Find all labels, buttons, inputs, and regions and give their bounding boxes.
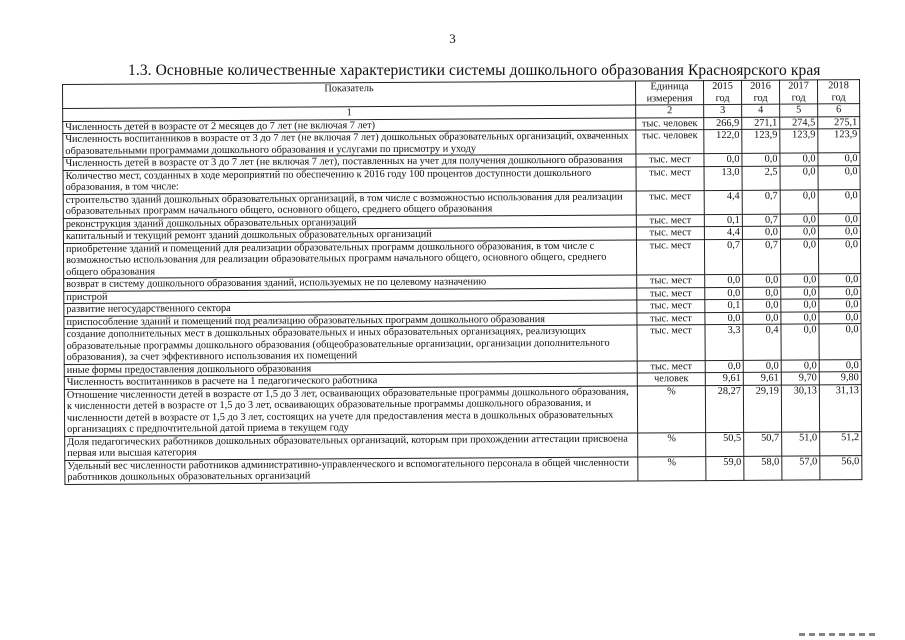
value-2016-cell: 0,0	[742, 153, 780, 166]
value-2017-cell: 0,0	[781, 324, 819, 360]
value-2018-cell: 0,0	[818, 153, 860, 166]
indicator-cell: капитальный и текущий ремонт зданий дошкольных образовательных организаций	[63, 227, 636, 243]
unit-cell: тыс. мест	[636, 154, 704, 167]
section-title: 1.3. Основные количественные характеристики системы дошкольного образования Красноярского края	[128, 62, 821, 79]
value-2017-cell: 0,0	[781, 311, 819, 324]
header-indicator: Показатель	[63, 81, 636, 108]
unit-cell: %	[637, 385, 705, 432]
value-2017-cell: 0,0	[781, 299, 819, 312]
value-2015-cell: 122,0	[704, 129, 742, 153]
value-2017-cell: 0,0	[780, 238, 818, 274]
value-2015-cell: 4,4	[704, 190, 742, 214]
value-2015-cell: 0,0	[705, 274, 743, 287]
value-2016-cell: 2,5	[742, 166, 780, 190]
value-2018-cell: 0,0	[819, 274, 861, 287]
table-row	[64, 324, 861, 364]
value-2016-cell: 271,1	[742, 117, 780, 130]
page-number: 3	[449, 31, 456, 46]
column-number: 6	[818, 104, 860, 117]
unit-cell: %	[638, 456, 706, 480]
indicator-cell: Численность детей в возрасте от 3 до 7 лет (не включая 7 лет), поставленных на учет для получения дошкольного образования	[63, 154, 636, 170]
value-2018-cell: 0,0	[818, 165, 860, 189]
value-2016-cell: 0,0	[743, 360, 781, 373]
value-2018-cell: 9,80	[819, 372, 861, 385]
indicator-cell: возврат в систему дошкольного образования зданий, используемых не по целевому назначению	[64, 275, 637, 291]
value-2016-cell: 50,7	[744, 432, 782, 456]
value-2018-cell: 0,0	[819, 299, 861, 312]
value-2015-cell: 0,0	[704, 153, 742, 166]
indicator-cell: строительство зданий дошкольных образовательных организаций, в том числе с возможностью использования для реализации образовательных программ начального общего, основного общего, среднего общего образования	[63, 190, 636, 217]
value-2015-cell: 59,0	[706, 456, 744, 480]
value-2018-cell: 31,13	[819, 384, 861, 431]
value-2018-cell: 275,1	[818, 116, 860, 129]
value-2016-cell: 58,0	[744, 456, 782, 480]
indicator-cell: Доля педагогических работников дошкольных образовательных организаций, которым при прохождении аттестации присвоена первая или высшая категория	[65, 432, 638, 459]
table-row	[65, 455, 862, 484]
indicator-cell: Численность воспитанников в возрасте от 3 до 7 лет (не включая 7 лет) дошкольных образовательных организаций, охваченных образовательными программами дошкольного образования и услугами по присмотру и уходу	[63, 130, 636, 157]
value-2016-cell: 0,7	[742, 239, 780, 275]
table-row	[64, 384, 861, 436]
value-2015-cell: 50,5	[706, 432, 744, 456]
value-2016-cell: 9,61	[743, 372, 781, 385]
value-2018-cell: 123,9	[818, 129, 860, 153]
column-number: 1	[63, 105, 636, 121]
value-2018-cell: 0,0	[819, 359, 861, 372]
indicator-cell: Численность воспитанников в расчете на 1 педагогического работника	[64, 373, 637, 389]
column-number: 5	[780, 104, 818, 117]
column-number: 2	[636, 105, 704, 118]
value-2016-cell: 0,0	[743, 299, 781, 312]
indicator-cell: приобретение зданий и помещений для реализации образовательных программ дошкольного образования, в том числе с возможностью использования для реализации образовательных программ начального общего, основного общего, среднего общего образования	[63, 239, 636, 278]
value-2017-cell: 0,0	[781, 274, 819, 287]
value-2016-cell: 0,7	[742, 214, 780, 227]
indicator-cell: приспособление зданий и помещений под реализацию образовательных программ дошкольного образования	[64, 312, 637, 328]
value-2018-cell: 0,0	[818, 213, 860, 226]
value-2018-cell: 0,0	[818, 226, 860, 239]
value-2017-cell: 0,0	[781, 359, 819, 372]
indicator-cell: создание дополнительных мест в дошкольных образовательных и иных образовательных организациях, реализующих образовательные программы дошкольного образования (общеобразовательные организации, организации дополнительного образования), за счет эффективного использования их помещений	[64, 325, 637, 364]
value-2016-cell: 0,0	[742, 226, 780, 239]
header-year-2016: 2016 год	[741, 80, 779, 104]
unit-cell: тыс. мест	[637, 300, 705, 313]
unit-cell: тыс. мест	[637, 325, 705, 361]
value-2017-cell: 0,0	[780, 226, 818, 239]
value-2015-cell: 28,27	[705, 385, 743, 432]
indicator-cell: Отношение численности детей в возрасте от 1,5 до 3 лет, осваивающих образовательные программы дошкольного образования, к численности детей в возрасте от 1,5 до 3 лет, осваивающих образовательные программы дошкольного образования, и численности детей в возрасте от 1,5 до 3 лет, состоящих на учете для предоставления места в дошкольных образовательных организациях с предпочтительной датой приема в текущем году	[64, 385, 637, 435]
value-2017-cell: 30,13	[781, 384, 819, 431]
value-2016-cell: 0,7	[742, 190, 780, 214]
unit-cell: тыс. мест	[637, 287, 705, 300]
value-2016-cell: 0,4	[743, 324, 781, 360]
value-2018-cell: 0,0	[819, 324, 861, 360]
header-year-2017: 2017 год	[779, 80, 817, 104]
indicator-cell: Количество мест, созданных в ходе мероприятий по обеспечению к 2016 году 100 процентов доступности дошкольного образования, в том числе:	[63, 166, 636, 193]
value-2017-cell: 0,0	[780, 153, 818, 166]
value-2016-cell: 0,0	[743, 287, 781, 300]
unit-cell: тыс. мест	[636, 214, 704, 227]
value-2018-cell: 51,2	[820, 431, 862, 455]
scan-artifact	[799, 633, 879, 636]
value-2015-cell: 0,1	[704, 214, 742, 227]
value-2017-cell: 274,5	[780, 116, 818, 129]
value-2015-cell: 9,61	[705, 372, 743, 385]
value-2018-cell: 56,0	[820, 455, 862, 479]
unit-cell: человек	[637, 373, 705, 386]
value-2017-cell: 0,0	[780, 189, 818, 213]
indicator-cell: развитие негосударственного сектора	[64, 300, 637, 316]
value-2015-cell: 3,3	[705, 324, 743, 360]
column-number: 4	[742, 104, 780, 117]
unit-cell: тыс. человек	[636, 117, 704, 130]
indicator-cell: пристрой	[64, 287, 637, 303]
value-2016-cell: 0,0	[743, 274, 781, 287]
table-row	[63, 238, 860, 278]
value-2017-cell: 0,0	[780, 165, 818, 189]
header-unit: Единица измерения	[635, 81, 703, 105]
value-2015-cell: 0,0	[705, 360, 743, 373]
indicator-cell: Удельный вес численности работников административно-управленческого и вспомогательного персонала в общей численности работников дошкольных образовательных организаций	[65, 456, 638, 483]
value-2017-cell: 0,0	[781, 286, 819, 299]
unit-cell: тыс. мест	[636, 227, 704, 240]
value-2017-cell: 0,0	[780, 213, 818, 226]
value-2015-cell: 0,0	[705, 287, 743, 300]
indicator-cell: Численность детей в возрасте от 2 месяцев до 7 лет (не включая 7 лет)	[63, 117, 636, 133]
column-number: 3	[704, 104, 742, 117]
unit-cell: тыс. мест	[636, 190, 704, 214]
value-2017-cell: 9,70	[781, 372, 819, 385]
value-2018-cell: 0,0	[819, 311, 861, 324]
characteristics-table	[62, 79, 862, 484]
unit-cell: тыс. мест	[637, 360, 705, 373]
value-2018-cell: 0,0	[819, 286, 861, 299]
value-2016-cell: 0,0	[743, 312, 781, 325]
value-2017-cell: 57,0	[782, 455, 820, 479]
unit-cell: тыс. мест	[636, 166, 704, 190]
header-year-2015: 2015 год	[703, 80, 741, 104]
unit-cell: тыс. мест	[637, 312, 705, 325]
value-2016-cell: 29,19	[743, 385, 781, 432]
unit-cell: тыс. мест	[636, 239, 704, 275]
value-2015-cell: 4,4	[704, 226, 742, 239]
value-2017-cell: 123,9	[780, 129, 818, 153]
value-2018-cell: 0,0	[818, 189, 860, 213]
header-year-2018: 2018 год	[817, 80, 859, 104]
value-2015-cell: 0,7	[704, 239, 742, 275]
value-2017-cell: 51,0	[782, 431, 820, 455]
value-2016-cell: 123,9	[742, 129, 780, 153]
value-2018-cell: 0,0	[818, 238, 860, 274]
value-2015-cell: 13,0	[704, 166, 742, 190]
unit-cell: %	[638, 432, 706, 456]
value-2015-cell: 0,0	[705, 312, 743, 325]
indicator-cell: реконструкция зданий дошкольных образовательных организаций	[63, 214, 636, 230]
unit-cell: тыс. человек	[636, 130, 704, 154]
unit-cell: тыс. мест	[637, 275, 705, 288]
value-2015-cell: 0,1	[705, 299, 743, 312]
indicator-cell: иные формы предоставления дошкольного образования	[64, 360, 637, 376]
value-2015-cell: 266,9	[704, 117, 742, 130]
